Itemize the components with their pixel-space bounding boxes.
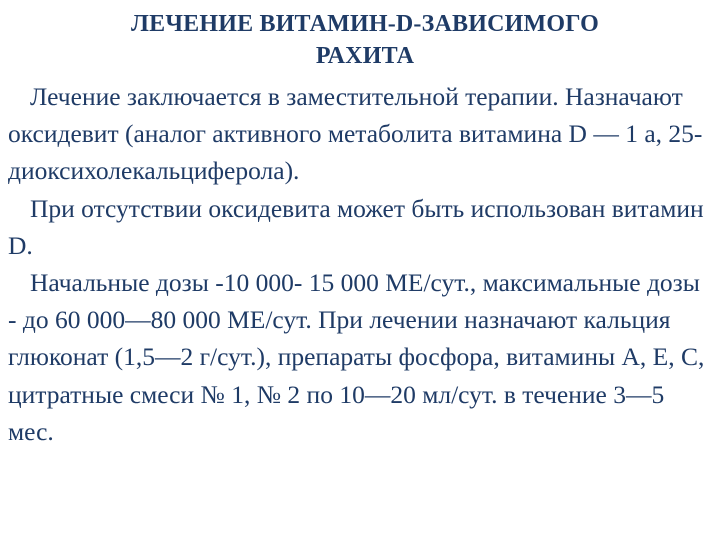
paragraph-alternative: При отсутствии оксидевита может быть использован витамин D.: [8, 193, 704, 260]
paragraph-dosage: Начальные дозы -10 000- 15 000 МЕ/сут., максимальные дозы - до 60 000—80 000 МЕ/сут. При лечении назначают кальция глюконат (1,5—2 г/сут.), препараты фосфора, витамины А, Е, С, цитратные смеси № 1, № 2 по 10—20 мл/сут. в течение 3—5 мес.: [8, 268, 705, 446]
slide-body: [8, 78, 714, 450]
title-line-2: РАХИТА: [315, 43, 415, 69]
slide-title: [40, 8, 690, 72]
title-line-1: ЛЕЧЕНИЕ ВИТАМИН-D-ЗАВИСИМОГО: [131, 11, 599, 37]
paragraph-treatment: Лечение заключается в заместительной терапии. Назначают оксидевит (аналог активного метаболита витамина D — 1 а, 25-диоксихолекальциферола).: [8, 82, 703, 186]
